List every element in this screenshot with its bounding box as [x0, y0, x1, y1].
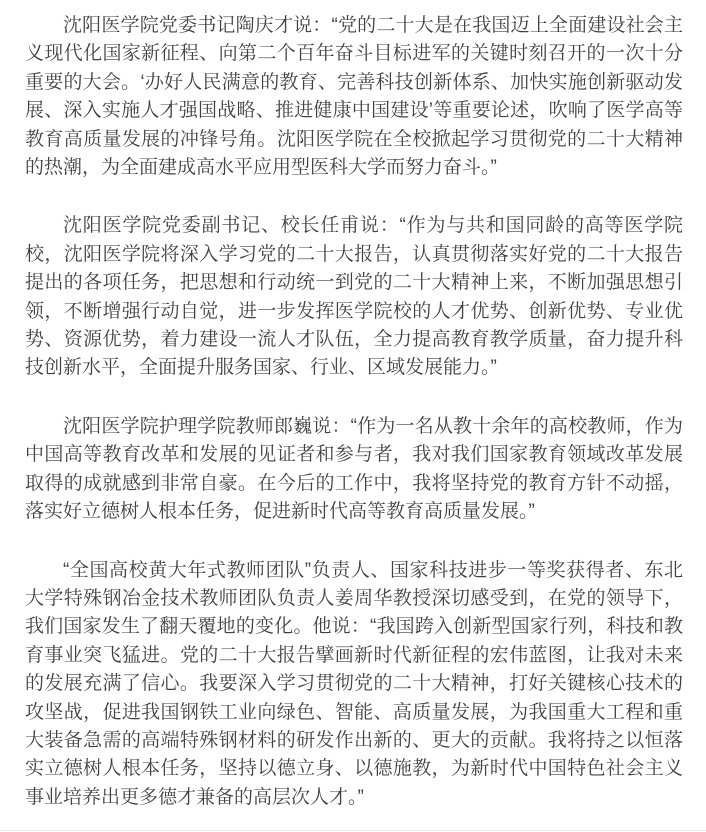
article-paragraph: “全国高校黄大年式教师团队”负责人、国家科技进步一等奖获得者、东北大学特殊钢冶金技术教师团队负责人姜周华教授深切感受到，在党的领导下，我们国家发生了翻天覆地的变化。他说：“我国跨入创新型国家行列，科技和教育事业突飞猛进。党的二十大报告擘画新时代新征程的宏伟蓝图，让我对未来的发展充满了信心。我要深入学习贯彻党的二十大精神，打好关键核心技术的攻坚战，促进我国钢铁工业向绿色、智能、高质量发展，为我国重大工程和重大装备急需的高端特殊钢材料的研发作出新的、更大的贡献。我将持之以恒落实立德树人根本任务，坚持以德立身、以德施教，为新时代中国特色社会主义事业培养出更多德才兼备的高层次人才。” [25, 559, 683, 808]
article-paragraph: 沈阳医学院党委书记陶庆才说：“党的二十大是在我国迈上全面建设社会主义现代化国家新征程、向第二个百年奋斗目标进军的关键时刻召开的一次十分重要的大会。‘办好人民满意的教育、完善科技创新体系、加快实施创新驱动发展、深入实施人才强国战略、推进健康中国建设’等重要论述，吹响了医学高等教育高质量发展的冲锋号角。沈阳医学院在全校掀起学习贯彻党的二十大精神的热潮，为全面建成高水平应用型医科大学而努力奋斗。” [25, 15, 683, 179]
article-paragraph: 沈阳医学院党委副书记、校长任甫说：“作为与共和国同龄的高等医学院校，沈阳医学院将深入学习党的二十大报告，认真贯彻落实好党的二十大报告提出的各项任务，把思想和行动统一到党的二十大精神上来，不断加强思想引领，不断增强行动自觉，进一步发挥医学院校的人才优势、创新优势、专业优势、资源优势，着力建设一流人才队伍，全力提高教育教学质量，奋力提升科技创新水平，全面提升服务国家、行业、区域发展能力。” [25, 215, 683, 379]
bottom-divider [0, 830, 706, 831]
article-paragraph: 沈阳医学院护理学院教师郎巍说：“作为一名从教十余年的高校教师，作为中国高等教育改革和发展的见证者和参与者，我对我们国家教育领域改革发展取得的成就感到非常自豪。在今后的工作中，我将坚持党的教育方针不动摇，落实好立德树人根本任务，促进新时代高等教育高质量发展。” [25, 415, 683, 523]
